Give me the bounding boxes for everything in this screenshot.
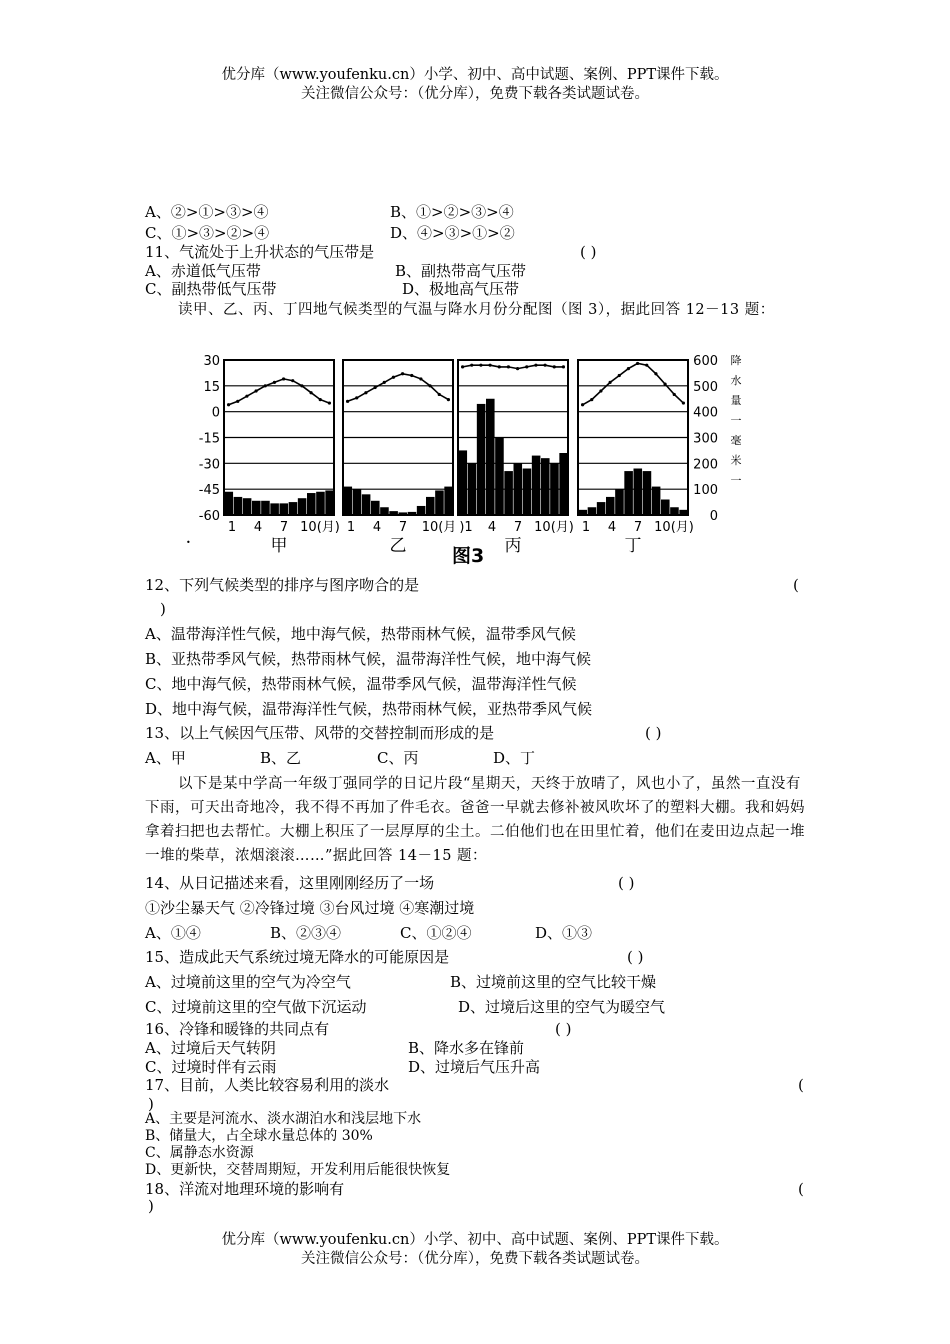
- temperature-point: [428, 384, 431, 387]
- q15-option-d: D、过境后这里的空气为暖空气: [458, 998, 666, 1016]
- precip-bar: [399, 512, 408, 515]
- temperature-point: [245, 395, 248, 398]
- precip-tick-label: 300: [693, 431, 718, 447]
- q16-option-b: B、降水多在锋前: [408, 1039, 525, 1057]
- precip-bar: [615, 489, 624, 515]
- q12-option-a: A、温带海洋性气候，地中海气候，热带雨林气候，温带季风气候: [145, 625, 576, 643]
- climate-panels: [224, 360, 694, 556]
- temperature-point: [553, 365, 556, 368]
- temperature-point: [654, 372, 657, 375]
- q12-option-c: C、地中海气候，热带雨林气候，温带季风气候，温带海洋性气候: [145, 675, 577, 693]
- diary-passage: 以下是某中学高一年级丁强同学的日记片段“星期天，天终于放晴了，风也小了，虽然一直没有下雨，可天出奇地冷，我不得不再加了件毛衣。爸爸一早就去修补被风吹坏了的塑料大棚。我和妈妈拿着扫把也去帮忙。大棚上积压了一层厚厚的尘土。二伯他们也在田里忙着，他们在麦田边点起一堆一堆的柴草，浓烟滚滚……”据此回答 14－15 题：: [145, 776, 805, 864]
- precip-bar: [270, 503, 279, 515]
- temperature-point: [682, 401, 685, 404]
- precip-axis-label-char: 毫: [730, 434, 742, 447]
- precip-bar: [261, 501, 270, 515]
- temperature-point: [309, 391, 312, 394]
- precip-axis-label-char: 量: [730, 394, 742, 407]
- precip-bar: [243, 498, 252, 515]
- climate-panel-1: [224, 360, 340, 556]
- q10-option-d: D、④>③>①>②: [390, 224, 515, 242]
- temperature-point: [392, 376, 395, 379]
- precip-bar: [588, 507, 597, 515]
- q11-option-d: D、极地高气压带: [402, 280, 520, 298]
- q13-option-d: D、丁: [493, 749, 536, 767]
- month-tick-label: 7: [279, 520, 289, 535]
- temperature-point: [291, 379, 294, 382]
- temp-tick-label: -60: [198, 509, 220, 524]
- precip-bar: [624, 471, 633, 515]
- page-header-line2: 关注微信公众号：（优分库），免费下载各类试题试卷。: [301, 86, 649, 102]
- precip-bar: [316, 492, 325, 515]
- q16-option-c: C、过境时伴有云雨: [145, 1058, 277, 1076]
- temperature-point: [383, 381, 386, 384]
- precip-bar: [225, 492, 234, 515]
- temperature-point: [355, 396, 358, 399]
- q12-paren-close: ): [160, 600, 166, 618]
- month-tick-label: 1: [581, 520, 591, 535]
- month-tick-label: 4: [487, 520, 497, 535]
- temperature-point: [264, 384, 267, 387]
- precip-bar: [371, 501, 380, 515]
- q15-option-b: B、过境前这里的空气比较干燥: [450, 973, 657, 991]
- q14-option-b: B、②③④: [270, 924, 342, 942]
- month-tick-label: 7: [633, 520, 643, 535]
- panel-name: 乙: [389, 536, 407, 556]
- month-tick-label: 4: [253, 520, 263, 535]
- q17-stem: 17、目前，人类比较容易利用的淡水: [145, 1076, 390, 1094]
- q18-paren-close: ): [148, 1197, 154, 1215]
- panel-name: 丙: [504, 536, 522, 556]
- precip-bar: [459, 450, 468, 515]
- q17-option-d: D、更新快，交替周期短，开发利用后能很快恢复: [145, 1162, 451, 1178]
- q14-answer-paren: ( ): [618, 874, 635, 892]
- temperature-point: [282, 377, 285, 380]
- precip-bar: [541, 458, 550, 515]
- q15-answer-paren: ( ): [627, 948, 644, 966]
- precip-bar: [325, 490, 334, 515]
- temperature-point: [488, 364, 491, 367]
- month-tick-label: 4: [607, 520, 617, 535]
- precip-bar: [597, 502, 606, 515]
- precip-bar: [670, 507, 679, 515]
- temperature-point: [663, 383, 666, 386]
- precip-bar: [634, 469, 643, 516]
- q16-answer-paren: ( ): [555, 1020, 572, 1038]
- q10-option-c: C、①>③>②>④: [145, 224, 270, 242]
- month-tick-label: 7: [513, 520, 523, 535]
- temperature-axis: [199, 354, 220, 524]
- precip-bar: [252, 501, 261, 515]
- q17-option-b: B、储量大，占全球水量总体的 30%: [145, 1128, 373, 1144]
- page-footer-line2: 关注微信公众号：（优分库），免费下载各类试题试卷。: [301, 1251, 649, 1267]
- temperature-point: [410, 374, 413, 377]
- q12-option-d: D、地中海气候，温带海洋性气候，热带雨林气候，亚热带季风气候: [145, 700, 593, 718]
- temp-tick-label: -15: [198, 431, 220, 447]
- temperature-point: [364, 391, 367, 394]
- q18-paren-open: (: [798, 1180, 804, 1198]
- precip-bar: [477, 404, 486, 515]
- temperature-point: [319, 398, 322, 401]
- q15-option-a: A、过境前这里的空气为冷空气: [145, 973, 351, 991]
- precip-axis-label-char: 一: [730, 474, 742, 487]
- temperature-point: [328, 401, 331, 404]
- q11-stem: 11、气流处于上升状态的气压带是: [145, 243, 375, 261]
- climate-chart: [180, 348, 780, 576]
- precip-bar: [652, 487, 661, 515]
- precip-bar: [408, 512, 417, 515]
- precip-tick-label: 400: [693, 405, 718, 421]
- precipitation-axis: [693, 353, 741, 524]
- month-tick-label: 1: [346, 520, 356, 535]
- q15-stem: 15、造成此天气系统过境无降水的可能原因是: [145, 948, 450, 966]
- temperature-point: [498, 365, 501, 368]
- temperature-point: [479, 364, 482, 367]
- precip-bar: [523, 469, 532, 516]
- q18-stem: 18、洋流对地理环境的影响有: [145, 1180, 345, 1198]
- precip-bar: [643, 471, 652, 515]
- month-tick-label: 1: [227, 520, 237, 535]
- q14-option-c: C、①②④: [400, 924, 472, 942]
- q14-option-d: D、①③: [535, 924, 593, 942]
- temperature-point: [673, 393, 676, 396]
- temperature-point: [507, 365, 510, 368]
- q13-stem: 13、以上气候因气压带、风带的交替控制而形成的是: [145, 724, 495, 742]
- precip-bar: [344, 487, 353, 515]
- precip-bar: [679, 510, 688, 515]
- precip-tick-label: 100: [693, 483, 718, 499]
- q10-option-a: A、②>①>③>④: [145, 203, 269, 221]
- q16-option-d: D、过境后气压升高: [408, 1058, 541, 1076]
- q14-stem: 14、从日记描述来看，这里刚刚经历了一场: [145, 874, 435, 892]
- q11-option-a: A、赤道低气压带: [145, 262, 261, 280]
- page-header-line1: 优分库（www.youfenku.cn）小学、初中、高中试题、案例、PPT课件下载。: [221, 67, 729, 83]
- q12-paren-open: (: [793, 576, 799, 594]
- temperature-point: [645, 364, 648, 367]
- month-tick-label: 10(月): [300, 520, 340, 535]
- month-tick-label: 10(月: [421, 520, 457, 535]
- precip-bar: [559, 453, 568, 515]
- temperature-point: [562, 365, 565, 368]
- temperature-point: [599, 389, 602, 392]
- temperature-point: [636, 362, 639, 365]
- precip-bar: [504, 471, 513, 515]
- temperature-point: [273, 381, 276, 384]
- stray-mark: •: [186, 538, 191, 547]
- precip-bar: [532, 456, 541, 515]
- month-tick-label: 4: [372, 520, 382, 535]
- precip-bar: [435, 490, 444, 515]
- q12-stem: 12、下列气候类型的排序与图序吻合的是: [145, 576, 420, 594]
- figure-title: 图3: [452, 545, 485, 567]
- temperature-point: [581, 403, 584, 406]
- precip-bar: [417, 506, 426, 515]
- temperature-point: [227, 403, 230, 406]
- temp-tick-label: -45: [198, 483, 220, 499]
- precip-bar: [486, 399, 495, 515]
- month-tick-label: 10(月): [654, 520, 694, 535]
- precip-axis-label-char: 水: [730, 374, 742, 387]
- q13-option-a: A、甲: [145, 749, 186, 767]
- climate-panel-2: [343, 360, 456, 556]
- temperature-point: [543, 364, 546, 367]
- precip-bar: [495, 438, 504, 516]
- precip-axis-label-char: 降: [730, 354, 742, 367]
- page-footer-line1: 优分库（www.youfenku.cn）小学、初中、高中试题、案例、PPT课件下载。: [221, 1232, 729, 1248]
- precip-bar: [380, 507, 389, 515]
- precip-bar: [389, 511, 398, 515]
- q10-option-b: B、①>②>③>④: [390, 203, 514, 221]
- temperature-point: [516, 367, 519, 370]
- precip-tick-label: 500: [693, 379, 718, 395]
- precip-bar: [353, 489, 362, 515]
- q11-answer-paren: ( ): [580, 243, 597, 261]
- q17-option-a: A、主要是河流水、淡水湖泊水和浅层地下水: [145, 1111, 422, 1127]
- q17-option-c: C、属静态水资源: [145, 1145, 254, 1161]
- precip-bar: [468, 463, 477, 515]
- precip-bar: [234, 497, 243, 515]
- q12-option-b: B、亚热带季风气候，热带雨林气候，温带海洋性气候，地中海气候: [145, 650, 592, 668]
- precip-bar: [550, 463, 559, 515]
- figure-intro: 读甲、乙、丙、丁四地气候类型的气温与降水月份分配图（图 3），据此回答 12－13 题：: [178, 302, 775, 318]
- precip-tick-label: 600: [693, 354, 718, 369]
- temperature-point: [534, 364, 537, 367]
- temp-tick-label: 30: [203, 354, 220, 369]
- q11-option-b: B、副热带高气压带: [395, 262, 527, 280]
- temperature-point: [419, 377, 422, 380]
- q17-paren-open: (: [798, 1076, 804, 1094]
- precip-axis-label-char: 一: [730, 414, 742, 427]
- temperature-point: [608, 381, 611, 384]
- q15-option-c: C、过境前这里的空气做下沉运动: [145, 998, 367, 1016]
- temperature-point: [438, 393, 441, 396]
- climate-panel-4: [578, 360, 694, 556]
- temperature-point: [254, 389, 257, 392]
- climate-panel-3: [458, 360, 574, 556]
- precip-bar: [362, 494, 371, 515]
- month-tick-label: )1: [459, 520, 473, 535]
- q13-answer-paren: ( ): [645, 724, 662, 742]
- temperature-point: [525, 365, 528, 368]
- q17-paren-close: ): [148, 1095, 154, 1113]
- precip-bar: [426, 497, 435, 515]
- precip-bar: [661, 500, 670, 516]
- precip-axis-label-char: 米: [730, 454, 742, 467]
- month-tick-label: 10(月): [534, 520, 574, 535]
- temp-tick-label: 0: [211, 405, 220, 421]
- temp-tick-label: 15: [203, 379, 220, 395]
- temperature-point: [627, 367, 630, 370]
- q14-option-a: A、①④: [145, 924, 201, 942]
- precip-bar: [514, 463, 523, 515]
- precip-bar: [579, 510, 588, 515]
- q11-option-c: C、副热带低气压带: [145, 280, 277, 298]
- q16-option-a: A、过境后天气转阴: [145, 1039, 276, 1057]
- precip-bar: [606, 497, 615, 515]
- precip-tick-label: 0: [709, 509, 718, 524]
- temperature-point: [346, 400, 349, 403]
- q13-option-c: C、丙: [377, 749, 419, 767]
- temp-tick-label: -30: [198, 457, 220, 473]
- month-tick-label: 7: [398, 520, 408, 535]
- q13-option-b: B、乙: [260, 749, 302, 767]
- temperature-point: [401, 372, 404, 375]
- temperature-point: [470, 364, 473, 367]
- precip-bar: [298, 498, 307, 515]
- precip-bar: [280, 503, 289, 515]
- precip-bar: [289, 502, 298, 515]
- temperature-point: [447, 398, 450, 401]
- temperature-point: [461, 365, 464, 368]
- q14-choices: ①沙尘暴天气 ②冷锋过境 ③台风过境 ④寒潮过境: [145, 899, 475, 917]
- panel-name: 甲: [270, 536, 288, 556]
- temperature-point: [590, 398, 593, 401]
- precip-bar: [307, 493, 316, 515]
- q16-stem: 16、冷锋和暖锋的共同点有: [145, 1020, 330, 1038]
- temperature-point: [236, 400, 239, 403]
- temperature-point: [300, 384, 303, 387]
- precip-tick-label: 200: [693, 457, 718, 473]
- temperature-point: [373, 386, 376, 389]
- precip-bar: [444, 487, 453, 515]
- temperature-point: [618, 374, 621, 377]
- panel-name: 丁: [624, 536, 642, 556]
